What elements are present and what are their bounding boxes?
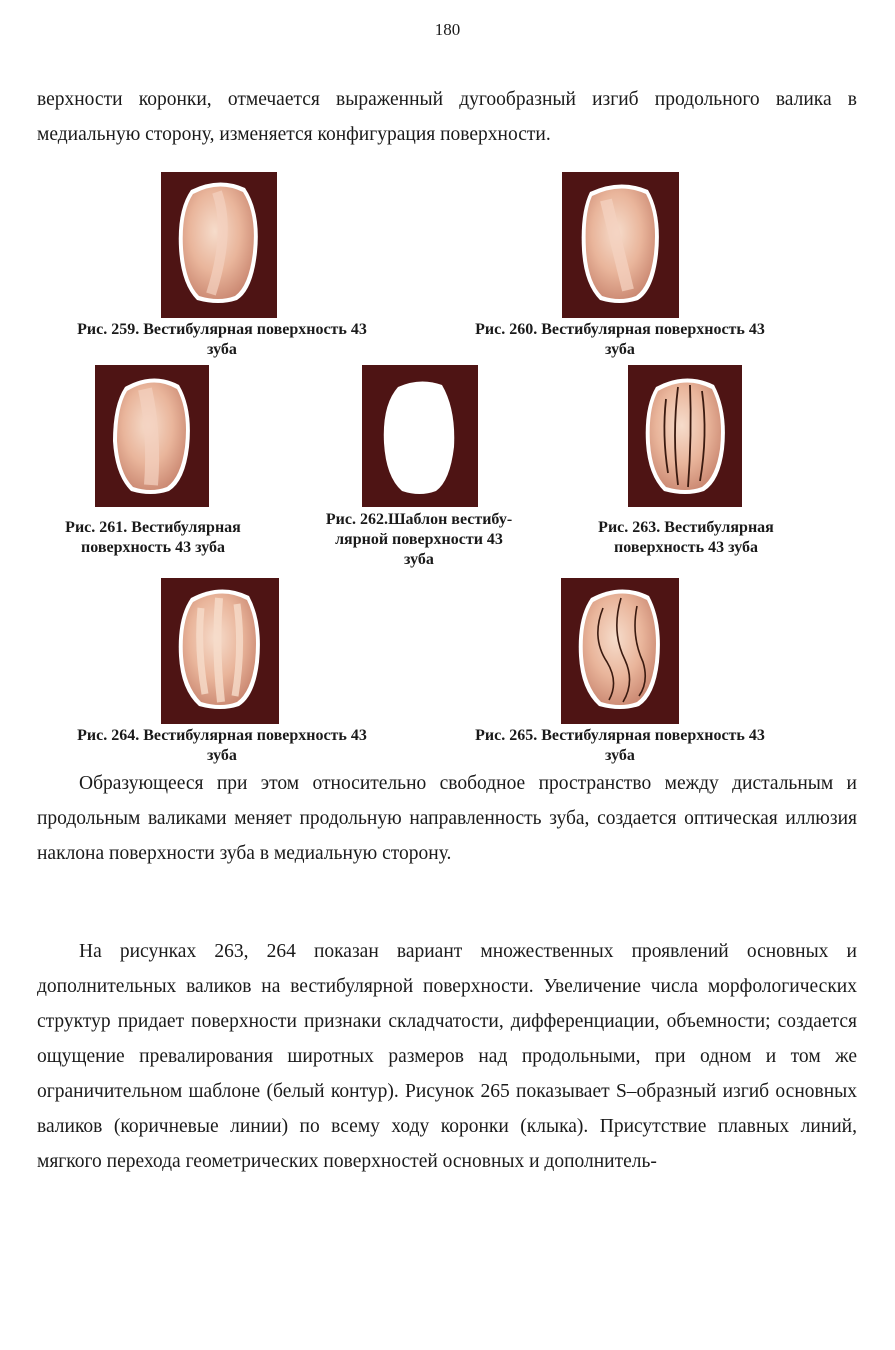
figure-259-caption <box>36 320 408 360</box>
figure-263-caption <box>560 518 812 558</box>
figure-265-caption <box>434 726 806 766</box>
caption-line: Рис. 261. Вестибулярная <box>65 519 241 536</box>
figure-261-caption <box>28 518 278 558</box>
figure-259-image <box>161 172 277 318</box>
caption-line: Рис. 265. Вестибулярная поверхность 43 <box>475 727 765 744</box>
caption-line: Рис. 259. Вестибулярная поверхность 43 <box>77 321 367 338</box>
paragraph-space: Образующееся при этом относительно свободное пространство между дистальным и продольным валиками меняет продольную направленность зуба, создается оптическая иллюзия наклона поверхности зуба в медиальную сторону. <box>37 773 857 864</box>
caption-line: зуба <box>605 341 635 358</box>
figure-262-image <box>362 365 478 507</box>
caption-line: поверхность 43 зуба <box>81 539 225 556</box>
figure-261-image <box>95 365 209 507</box>
caption-line: Рис. 264. Вестибулярная поверхность 43 <box>77 727 367 744</box>
caption-line: зуба <box>207 341 237 358</box>
caption-line: зуба <box>605 747 635 764</box>
caption-line: зуба <box>404 551 434 568</box>
figure-262-caption <box>288 510 550 570</box>
figure-260-caption <box>434 320 806 360</box>
caption-line: Рис. 260. Вестибулярная поверхность 43 <box>475 321 765 338</box>
page-number: 180 <box>434 20 461 39</box>
caption-line: Рис. 262.Шаблон вестибу- <box>325 511 513 528</box>
figure-264-image <box>161 578 279 724</box>
caption-line: зуба <box>207 747 237 764</box>
figure-260-image <box>562 172 679 318</box>
paragraph-intro: верхности коронки, отмечается выраженный дугообразный изгиб продольного валика в медиальную сторону, изменяется конфигурация поверхности. <box>37 89 857 145</box>
caption-line: Рис. 263. Вестибулярная <box>598 519 774 536</box>
caption-line: лярной поверхности 43 <box>335 531 503 548</box>
figure-264-caption <box>36 726 408 766</box>
figure-265-image <box>561 578 679 724</box>
paragraph-multiple-ridges: На рисунках 263, 264 показан вариант множественных проявлений основных и дополнительных валиков на вестибулярной поверхности. Увеличение числа морфологических структур придает поверхности признаки складчатости, дифференциации, объемности; создается ощущение превалирования широтных размеров над продольными, при одном и том же ограничительном шаблоне (белый контур). Рисунок 265 показывает S–образный изгиб основных валиков (коричневые линии) по всему ходу коронки (клыка). Присутствие плавных линий, мягкого перехода геометрических поверхностей основных и дополнитель- <box>37 941 857 1172</box>
figure-263-image <box>628 365 742 507</box>
caption-line: поверхность 43 зуба <box>614 539 758 556</box>
